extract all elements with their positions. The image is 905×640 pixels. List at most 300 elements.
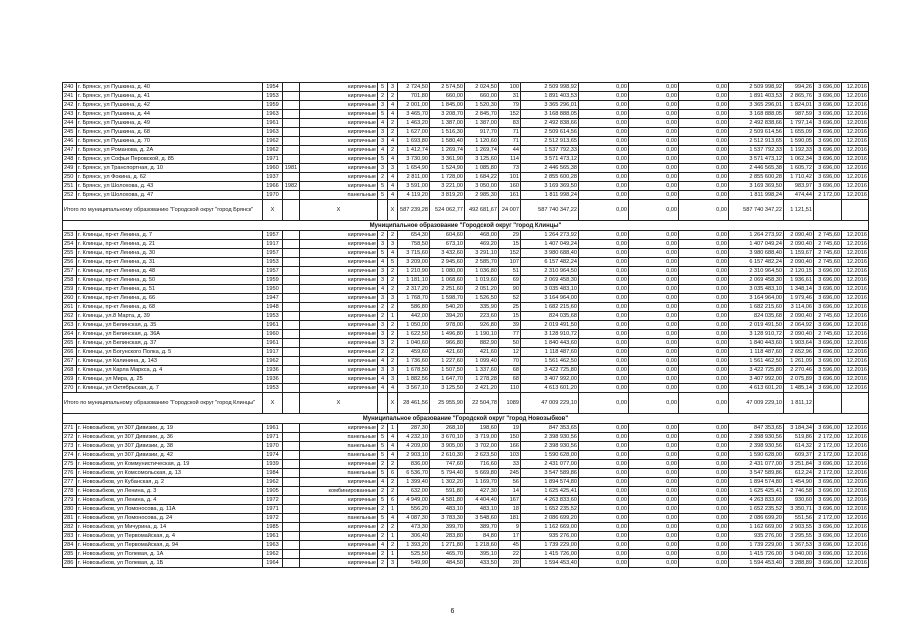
- cell-area-living: 1 598,70: [430, 294, 465, 303]
- table-row: [63, 523, 869, 532]
- cell-residents: 14: [499, 487, 521, 496]
- cell-deadline: 12.2016: [842, 348, 869, 357]
- cell-fund-local: 0,00: [679, 128, 729, 137]
- cell-floors: 2: [378, 460, 388, 469]
- cell-area-private: 2 623,50: [465, 451, 499, 460]
- cell-floors: 3: [378, 101, 388, 110]
- cell-area-total: 654,30: [398, 231, 430, 240]
- cell-wall-material: панельные: [300, 442, 378, 451]
- municipality-header: [63, 221, 869, 231]
- cell-residents: 56: [499, 478, 521, 487]
- cell-fund-local: 0,00: [679, 478, 729, 487]
- cell-cost-per-m2: 987,59: [784, 110, 814, 119]
- cell-address: г. Новозыбков, ул Мичурина, д. 14: [77, 523, 263, 532]
- cell-fund-regional: 0,00: [629, 469, 679, 478]
- cell-fund-local: 0,00: [679, 339, 729, 348]
- cell-address: г. Клинцы, ул Богунского Полка, д. 5: [77, 348, 263, 357]
- cell-address: г. Клинцы, пр-кт Ленина, д. 50: [77, 276, 263, 285]
- cell-year-reconstructed: [283, 267, 300, 276]
- cell-fund-federal: 0,00: [579, 182, 629, 191]
- cell-row-number: 252: [63, 191, 77, 200]
- cell-residents: 110: [499, 384, 521, 393]
- cell-fund-regional: 0,00: [629, 276, 679, 285]
- cell-floors: 4: [378, 541, 388, 550]
- cell-row-number: 271: [63, 424, 77, 433]
- cell-cost-total: 2 069 458,30: [521, 276, 579, 285]
- cell-area-living: 1 516,30: [430, 128, 465, 137]
- cell-entrances: 3: [388, 366, 398, 375]
- cell-fund-owners: 2 512 913,65: [729, 137, 784, 146]
- cell-residents: 167: [499, 496, 521, 505]
- cell-area-private: 1 190,10: [465, 330, 499, 339]
- cell-fund-federal: 0,00: [579, 164, 629, 173]
- cell-cost-total: 2 310 964,50: [521, 267, 579, 276]
- cell-cost-per-m2: 1 797,14: [784, 119, 814, 128]
- table-row: [63, 514, 869, 523]
- cell-fund-federal: 0,00: [579, 155, 629, 164]
- cell-fund-regional: 0,00: [629, 83, 679, 92]
- cell-row-number: 264: [63, 330, 77, 339]
- cell-residents: 152: [499, 249, 521, 258]
- cell-area-total: 1 181,10: [398, 276, 430, 285]
- cell-area-private: 433,50: [465, 559, 499, 568]
- table-row: [63, 231, 869, 240]
- cell-fund-federal: 0,00: [579, 294, 629, 303]
- page-number: 6: [450, 608, 455, 615]
- cell-year-reconstructed: [283, 366, 300, 375]
- cell-cost-per-m2: 1 367,53: [784, 541, 814, 550]
- cell-cost-per-m2: 1 605,72: [784, 164, 814, 173]
- cell-cost-total: 3 571 473,12: [521, 155, 579, 164]
- cell-row-number: 282: [63, 523, 77, 532]
- cell-fund-owners: 6 157 482,24: [729, 258, 784, 267]
- cell-area-private: 198,60: [465, 424, 499, 433]
- cell-year-built: 1959: [263, 101, 283, 110]
- cell-wall-material: кирпичные: [300, 339, 378, 348]
- cell-cost-per-m2: 3 040,00: [784, 550, 814, 559]
- subtotal-residents: 24 007: [499, 200, 521, 221]
- cell-fund-federal: 0,00: [579, 532, 629, 541]
- cell-floors: 4: [378, 258, 388, 267]
- cell-wall-material: кирпичные: [300, 164, 378, 173]
- cell-wall-material: кирпичные: [300, 173, 378, 182]
- cell-cost-total: 3 365 296,01: [521, 101, 579, 110]
- cell-cost-per-m2: 2 064,92: [784, 321, 814, 330]
- cell-address: г. Новозыбков, ул Полевая, д. 1А: [77, 550, 263, 559]
- cell-fund-federal: 0,00: [579, 312, 629, 321]
- cell-area-total: 1 050,00: [398, 321, 430, 330]
- cell-address: г. Брянск, ул Шолохова, д. 43: [77, 182, 263, 191]
- subtotal-fund-local: 0,00: [679, 393, 729, 414]
- cell-year-built: 1962: [263, 478, 283, 487]
- cell-fund-regional: 0,00: [629, 487, 679, 496]
- cell-max-cost-per-m2: 2 172,00: [814, 514, 842, 523]
- cell-year-reconstructed: [283, 550, 300, 559]
- cell-area-total: 1 210,90: [398, 267, 430, 276]
- cell-wall-material: кирпичные: [300, 375, 378, 384]
- cell-area-living: 1 507,50: [430, 366, 465, 375]
- cell-fund-local: 0,00: [679, 101, 729, 110]
- cell-entrances: 2: [388, 128, 398, 137]
- cell-cost-per-m2: 1 159,67: [784, 249, 814, 258]
- cell-year-reconstructed: [283, 258, 300, 267]
- cell-area-total: 2 317,20: [398, 285, 430, 294]
- cell-area-living: 3 208,70: [430, 110, 465, 119]
- cell-deadline: 12.2016: [842, 249, 869, 258]
- cell-year-built: 1962: [263, 137, 283, 146]
- cell-wall-material: кирпичные: [300, 330, 378, 339]
- cell-floors: 2: [378, 173, 388, 182]
- cell-floors: 5: [378, 514, 388, 523]
- cell-wall-material: кирпичные: [300, 182, 378, 191]
- cell-year-reconstructed: [283, 433, 300, 442]
- cell-max-cost-per-m2: 3 696,00: [814, 110, 842, 119]
- cell-floors: 3: [378, 339, 388, 348]
- cell-fund-owners: 2 310 964,50: [729, 267, 784, 276]
- cell-fund-owners: 3 571 473,12: [729, 155, 784, 164]
- cell-fund-regional: 0,00: [629, 182, 679, 191]
- subtotal-x: X: [388, 200, 398, 221]
- cell-fund-owners: 3 164 964,00: [729, 294, 784, 303]
- cell-cost-total: 1 682 215,60: [521, 303, 579, 312]
- cell-entrances: 3: [388, 83, 398, 92]
- cell-year-built: 1957: [263, 249, 283, 258]
- cell-area-private: 1 019,60: [465, 276, 499, 285]
- cell-fund-owners: 1 840 443,60: [729, 339, 784, 348]
- table-row: [63, 267, 869, 276]
- cell-entrances: 4: [388, 173, 398, 182]
- cell-address: г. Брянск, ул Транспортная, д. 10: [77, 164, 263, 173]
- cell-row-number: 246: [63, 137, 77, 146]
- cell-deadline: 12.2016: [842, 384, 869, 393]
- cell-address: г. Клинцы, пр-кт Ленина, д. 68: [77, 303, 263, 312]
- cell-entrances: 2: [388, 357, 398, 366]
- cell-row-number: 268: [63, 366, 77, 375]
- cell-wall-material: кирпичные: [300, 303, 378, 312]
- cell-floors: 2: [378, 348, 388, 357]
- cell-address: г. Клинцы, ул Белинская, д. 35: [77, 321, 263, 330]
- cell-floors: 3: [378, 321, 388, 330]
- cell-year-built: 1961: [263, 424, 283, 433]
- cell-fund-federal: 0,00: [579, 119, 629, 128]
- cell-floors: 3: [378, 240, 388, 249]
- cell-floors: 4: [378, 285, 388, 294]
- cell-residents: 166: [499, 442, 521, 451]
- cell-entrances: 4: [388, 451, 398, 460]
- cell-row-number: 283: [63, 532, 77, 541]
- cell-fund-regional: 0,00: [629, 451, 679, 460]
- cell-floors: 5: [378, 433, 388, 442]
- cell-address: г. Новозыбков, ул Ломоносова, д. 24: [77, 514, 263, 523]
- cell-cost-per-m2: 3 350,71: [784, 505, 814, 514]
- cell-deadline: 12.2016: [842, 119, 869, 128]
- cell-fund-federal: 0,00: [579, 433, 629, 442]
- cell-row-number: 263: [63, 321, 77, 330]
- cell-area-private: 223,60: [465, 312, 499, 321]
- cell-fund-regional: 0,00: [629, 231, 679, 240]
- cell-fund-local: 0,00: [679, 294, 729, 303]
- cell-max-cost-per-m2: 3 696,00: [814, 375, 842, 384]
- cell-max-cost-per-m2: 3 696,00: [814, 101, 842, 110]
- cell-fund-regional: 0,00: [629, 110, 679, 119]
- subtotal-area-living: 524 062,77: [430, 200, 465, 221]
- subtotal-area-private: 22 504,78: [465, 393, 499, 414]
- cell-deadline: 12.2016: [842, 285, 869, 294]
- cell-max-cost-per-m2: 3 696,00: [814, 541, 842, 550]
- cell-area-living: 1 271,80: [430, 541, 465, 550]
- table-row: [63, 496, 869, 505]
- cell-address: г. Клинцы, пр-кт Ленина, д. 31: [77, 258, 263, 267]
- cell-floors: 3: [378, 164, 388, 173]
- cell-cost-per-m2: 930,60: [784, 496, 814, 505]
- cell-cost-per-m2: 2 075,89: [784, 375, 814, 384]
- cell-cost-total: 3 407 992,00: [521, 375, 579, 384]
- cell-fund-owners: 2 855 600,28: [729, 173, 784, 182]
- cell-area-living: 660,00: [430, 92, 465, 101]
- cell-fund-local: 0,00: [679, 321, 729, 330]
- subtotal-fund-owners: 47 009 229,10: [729, 393, 784, 414]
- cell-address: г. Брянск, ул Фокина, д. 62: [77, 173, 263, 182]
- subtotal-area-living: 25 955,90: [430, 393, 465, 414]
- cell-fund-federal: 0,00: [579, 258, 629, 267]
- cell-row-number: 280: [63, 505, 77, 514]
- cell-entrances: 4: [388, 182, 398, 191]
- cell-fund-regional: 0,00: [629, 514, 679, 523]
- cell-max-cost-per-m2: 2 745,60: [814, 312, 842, 321]
- table-row: [63, 487, 869, 496]
- cell-fund-local: 0,00: [679, 451, 729, 460]
- cell-fund-owners: 2 431 077,00: [729, 460, 784, 469]
- cell-year-built: 1972: [263, 514, 283, 523]
- cell-max-cost-per-m2: 2 172,00: [814, 451, 842, 460]
- cell-max-cost-per-m2: 3 696,00: [814, 173, 842, 182]
- cell-row-number: 262: [63, 312, 77, 321]
- cell-deadline: 12.2016: [842, 321, 869, 330]
- table-row: [63, 384, 869, 393]
- cell-fund-federal: 0,00: [579, 451, 629, 460]
- cell-residents: 161: [499, 191, 521, 200]
- cell-cost-total: 1 415 726,00: [521, 550, 579, 559]
- cell-year-reconstructed: [283, 505, 300, 514]
- cell-fund-regional: 0,00: [629, 478, 679, 487]
- cell-area-living: 2 251,60: [430, 285, 465, 294]
- cell-area-private: 2 985,30: [465, 191, 499, 200]
- cell-area-living: 283,80: [430, 532, 465, 541]
- cell-deadline: 12.2016: [842, 550, 869, 559]
- cell-wall-material: кирпичные: [300, 550, 378, 559]
- cell-year-built: 1971: [263, 433, 283, 442]
- cell-deadline: 12.2016: [842, 424, 869, 433]
- cell-area-total: 2 903,10: [398, 451, 430, 460]
- cell-residents: 79: [499, 101, 521, 110]
- cell-area-living: 1 647,70: [430, 375, 465, 384]
- cell-year-built: 1953: [263, 92, 283, 101]
- table-row: [63, 541, 869, 550]
- cell-fund-local: 0,00: [679, 146, 729, 155]
- cell-fund-local: 0,00: [679, 191, 729, 200]
- cell-cost-per-m2: 1 348,14: [784, 285, 814, 294]
- cell-entrances: 2: [388, 303, 398, 312]
- cell-wall-material: кирпичные: [300, 321, 378, 330]
- cell-cost-total: 1 652 235,52: [521, 505, 579, 514]
- cell-wall-material: кирпичные: [300, 348, 378, 357]
- cell-cost-per-m2: 2 652,96: [784, 348, 814, 357]
- cell-floors: 2: [378, 303, 388, 312]
- cell-floors: 4: [378, 478, 388, 487]
- cell-max-cost-per-m2: 3 696,00: [814, 478, 842, 487]
- cell-deadline: 12.2016: [842, 366, 869, 375]
- cell-entrances: 2: [388, 119, 398, 128]
- cell-fund-local: 0,00: [679, 83, 729, 92]
- cell-fund-regional: 0,00: [629, 303, 679, 312]
- cell-fund-regional: 0,00: [629, 523, 679, 532]
- cell-area-private: 483,10: [465, 505, 499, 514]
- subtotal-label: Итого по муниципальному образованию "Городской округ "город Клинцы": [63, 393, 263, 414]
- cell-year-reconstructed: [283, 155, 300, 164]
- cell-wall-material: кирпичные: [300, 496, 378, 505]
- cell-year-built: 1963: [263, 541, 283, 550]
- cell-deadline: 12.2016: [842, 267, 869, 276]
- cell-fund-owners: 824 035,68: [729, 312, 784, 321]
- cell-year-built: 1957: [263, 267, 283, 276]
- cell-fund-local: 0,00: [679, 487, 729, 496]
- cell-floors: 5: [378, 442, 388, 451]
- subtotal-cost-per-m2: 1 121,51: [784, 200, 814, 221]
- cell-year-built: 1905: [263, 487, 283, 496]
- cell-year-built: 1954: [263, 83, 283, 92]
- cell-area-total: 459,60: [398, 348, 430, 357]
- cell-year-reconstructed: [283, 128, 300, 137]
- cell-residents: 20: [499, 559, 521, 568]
- cell-fund-owners: 1 652 235,52: [729, 505, 784, 514]
- cell-fund-regional: 0,00: [629, 366, 679, 375]
- cell-floors: 3: [378, 276, 388, 285]
- cell-cost-total: 1 811 998,24: [521, 191, 579, 200]
- cell-area-total: 6 536,70: [398, 469, 430, 478]
- cell-fund-owners: 1 561 462,50: [729, 357, 784, 366]
- cell-floors: 5: [378, 451, 388, 460]
- cell-entrances: 2: [388, 146, 398, 155]
- cell-address: г. Клинцы, пр-кт Ленина, д. 66: [77, 294, 263, 303]
- cell-cost-total: 824 035,68: [521, 312, 579, 321]
- cell-cost-per-m2: 609,37: [784, 451, 814, 460]
- cell-fund-owners: 3 168 888,05: [729, 110, 784, 119]
- cell-area-private: 1 218,60: [465, 541, 499, 550]
- subtotal-blank: [378, 200, 388, 221]
- cell-fund-local: 0,00: [679, 550, 729, 559]
- cell-max-cost-per-m2: 3 696,00: [814, 276, 842, 285]
- cell-deadline: 12.2016: [842, 375, 869, 384]
- cell-year-built: 1917: [263, 240, 283, 249]
- cell-fund-regional: 0,00: [629, 240, 679, 249]
- cell-year-reconstructed: [283, 101, 300, 110]
- cell-max-cost-per-m2: 3 696,00: [814, 146, 842, 155]
- cell-year-built: 1960: [263, 164, 283, 173]
- cell-address: г. Клинцы, ул.8 Марта, д. 39: [77, 312, 263, 321]
- cell-max-cost-per-m2: 3 696,00: [814, 559, 842, 568]
- cell-floors: 5: [378, 155, 388, 164]
- cell-cost-total: 935 276,00: [521, 532, 579, 541]
- cell-address: г. Брянск, ул Пушкина, д. 40: [77, 83, 263, 92]
- cell-cost-per-m2: 3 288,89: [784, 559, 814, 568]
- cell-cost-per-m2: 2 746,58: [784, 487, 814, 496]
- cell-entrances: 2: [388, 276, 398, 285]
- cell-residents: 100: [499, 83, 521, 92]
- table-row: [63, 451, 869, 460]
- cell-year-reconstructed: [283, 532, 300, 541]
- cell-area-total: 442,00: [398, 312, 430, 321]
- table-row: [63, 433, 869, 442]
- cell-max-cost-per-m2: 2 172,00: [814, 191, 842, 200]
- cell-fund-regional: 0,00: [629, 321, 679, 330]
- cell-area-total: 4 119,20: [398, 191, 430, 200]
- cell-fund-federal: 0,00: [579, 146, 629, 155]
- table-row: [63, 173, 869, 182]
- cell-cost-total: 3 168 888,05: [521, 110, 579, 119]
- cell-area-living: 540,20: [430, 303, 465, 312]
- cell-area-living: 3 905,00: [430, 442, 465, 451]
- cell-year-reconstructed: [283, 312, 300, 321]
- cell-fund-local: 0,00: [679, 155, 729, 164]
- cell-year-built: 1961: [263, 321, 283, 330]
- table-row: [63, 294, 869, 303]
- cell-area-living: 1 387,00: [430, 119, 465, 128]
- cell-area-living: 978,00: [430, 321, 465, 330]
- cell-cost-total: 1 537 792,33: [521, 146, 579, 155]
- cell-year-built: 1957: [263, 231, 283, 240]
- table-row: [63, 442, 869, 451]
- cell-row-number: 274: [63, 451, 77, 460]
- cell-area-private: 2 024,50: [465, 83, 499, 92]
- cell-cost-per-m2: 1 062,34: [784, 155, 814, 164]
- cell-wall-material: кирпичные: [300, 231, 378, 240]
- cell-cost-per-m2: 1 655,09: [784, 128, 814, 137]
- cell-address: г. Брянск, ул Софьи Перовской, д. 85: [77, 155, 263, 164]
- cell-wall-material: панельные: [300, 191, 378, 200]
- cell-row-number: 276: [63, 469, 77, 478]
- cell-max-cost-per-m2: 3 696,00: [814, 523, 842, 532]
- cell-entrances: 2: [388, 523, 398, 532]
- cell-address: г. Брянск, ул Пушкина, д. 44: [77, 110, 263, 119]
- cell-area-private: 882,90: [465, 339, 499, 348]
- cell-year-reconstructed: 1982: [283, 182, 300, 191]
- cell-year-reconstructed: [283, 487, 300, 496]
- cell-residents: 51: [499, 267, 521, 276]
- cell-fund-regional: 0,00: [629, 249, 679, 258]
- cell-cost-total: 1 264 273,92: [521, 231, 579, 240]
- cell-floors: 5: [378, 496, 388, 505]
- subtotal-label: Итого по муниципальному образованию "Городской округ "город Брянск": [63, 200, 263, 221]
- cell-cost-total: 1 894 574,80: [521, 478, 579, 487]
- cell-area-total: 3 209,00: [398, 258, 430, 267]
- cell-fund-local: 0,00: [679, 182, 729, 191]
- cell-row-number: 266: [63, 348, 77, 357]
- cell-entrances: 1: [388, 424, 398, 433]
- subtotal-fund-federal: 0,00: [579, 393, 629, 414]
- cell-year-built: 1917: [263, 348, 283, 357]
- cell-area-total: 3 715,60: [398, 249, 430, 258]
- cell-residents: 12: [499, 348, 521, 357]
- cell-entrances: 2: [388, 478, 398, 487]
- cell-fund-regional: 0,00: [629, 137, 679, 146]
- cell-cost-per-m2: 1 936,61: [784, 276, 814, 285]
- cell-residents: 15: [499, 240, 521, 249]
- table-row: [63, 146, 869, 155]
- cell-fund-federal: 0,00: [579, 478, 629, 487]
- cell-row-number: 278: [63, 487, 77, 496]
- cell-residents: 103: [499, 451, 521, 460]
- cell-row-number: 248: [63, 155, 77, 164]
